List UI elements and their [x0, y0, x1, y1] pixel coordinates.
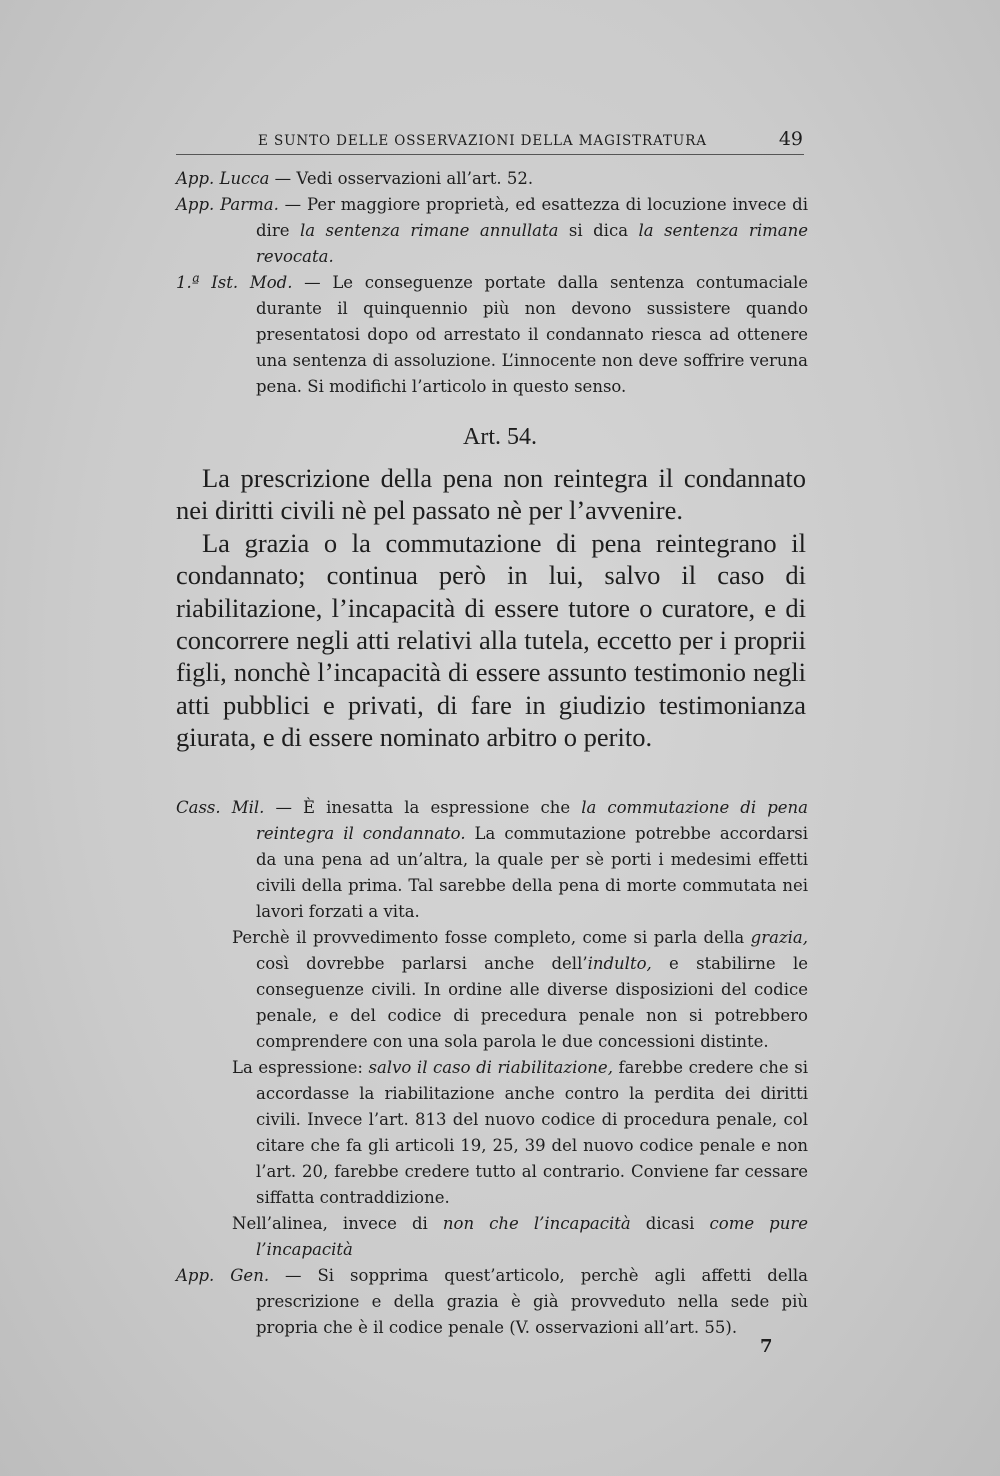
note-cass-mil: [176, 795, 808, 925]
note-text: così dovrebbe parlarsi anche dell’: [256, 954, 588, 973]
running-title: E SUNTO DELLE OSSERVAZIONI DELLA MAGISTRATURA: [258, 133, 707, 149]
note-text: dicasi: [630, 1214, 710, 1233]
note-app-parma: [176, 192, 808, 270]
note-emphasis: la sentenza rimane annullata: [299, 221, 559, 240]
note-text: — Per maggiore proprietà, ed esattezza di locuzione invece di dire: [256, 195, 809, 240]
note-source: App. Lucca: [176, 169, 270, 188]
article-title: Art. 54.: [463, 424, 537, 450]
header-rule: [176, 154, 804, 155]
note-text: — Le conseguenze portate dalla sentenza contumaciale durante il quinquennio più non devono sussistere quando presentatosi dopo od arrestato il condannato riesca ad ottenere una sentenza di assoluzione. L’innocente non deve soffrire veruna pena. Si modifichi l’articolo in questo senso.: [256, 273, 808, 396]
note-source: App. Gen.: [176, 1266, 270, 1285]
note-text: e stabilirne le conseguenze civili. In ordine alle diverse disposizioni del codice penale, e del codice di precedura penale non si potrebbero comprendere con una sola parola le due concessioni distinte.: [256, 954, 808, 1051]
note-emphasis: grazia,: [750, 928, 808, 947]
note-source: 1.ª Ist. Mod.: [176, 273, 293, 292]
notes-bottom: [176, 795, 808, 1341]
note-text: si dica: [558, 221, 639, 240]
note-paragraph: [176, 1211, 808, 1263]
note-text: Nell’alinea, invece di: [232, 1214, 443, 1233]
article-paragraph: La grazia o la commutazione di pena reintegrano il condannato; continua però in lui, salvo il caso di riabilitazione, l’incapacità di essere tutore o curatore, e di concorrere negli atti relativi alla tutela, eccetto per i proprii figli, nonchè l’incapacità di essere assunto testimonio negli atti pubblici e privati, di fare in giudizio testimonianza giurata, e di essere nominato arbitro o perito.: [176, 527, 806, 753]
note-text: — Vedi osservazioni all’art. 52.: [269, 169, 534, 188]
note-emphasis: salvo il caso di riabilitazione,: [368, 1058, 613, 1077]
note-text: farebbe credere che si accordasse la riabilitazione anche contro la perdita dei diritti civili. Invece l’art. 813 del nuovo codice di procedura penale, col citare che fa gli articoli 19, 25, 39 del nuovo codice penale e non l’art. 20, farebbe credere tutto al contrario. Conviene far cessare siffatta contraddizione.: [256, 1058, 808, 1207]
running-header: [258, 128, 803, 150]
note-emphasis: la commutazione di pena reintegra il condannato.: [256, 798, 808, 843]
note-emphasis: come pure l’incapacità: [256, 1214, 809, 1259]
note-source: Cass. Mil.: [176, 798, 265, 817]
note-text: — Si sopprima quest’articolo, perchè agli affetti della prescrizione e della grazia è già provveduto nella sede più propria che è il codice penale (V. osservazioni all’art. 55).: [256, 1266, 808, 1337]
note-source: App. Parma.: [176, 195, 279, 214]
note-emphasis: non che l’incapacità: [442, 1214, 631, 1233]
article-body: [176, 462, 806, 754]
notes-top: [176, 166, 808, 400]
note-app-gen: [176, 1263, 808, 1341]
page-number: 49: [778, 128, 803, 150]
note-paragraph: [176, 1055, 808, 1211]
signature-mark: 7: [760, 1336, 773, 1357]
note-app-lucca: [176, 166, 808, 192]
note-ist-mod: [176, 270, 808, 400]
note-text: Perchè il provvedimento fosse completo, come si parla della: [232, 928, 751, 947]
note-emphasis: la sentenza rimane revocata.: [256, 221, 808, 266]
article-paragraph: La prescrizione della pena non reintegra il condannato nei diritti civili nè pel passato nè per l’avvenire.: [176, 463, 806, 526]
note-emphasis: indulto,: [587, 954, 652, 973]
note-paragraph: [176, 925, 808, 1055]
note-text: — È inesatta la espressione che: [264, 798, 582, 817]
note-text: La commutazione potrebbe accordarsi da una pena ad un’altra, la quale per sè porti i medesimi effetti civili della prima. Tal sarebbe della pena di morte commutata nei lavori forzati a vita.: [256, 824, 808, 921]
note-text: La espressione:: [232, 1058, 369, 1077]
